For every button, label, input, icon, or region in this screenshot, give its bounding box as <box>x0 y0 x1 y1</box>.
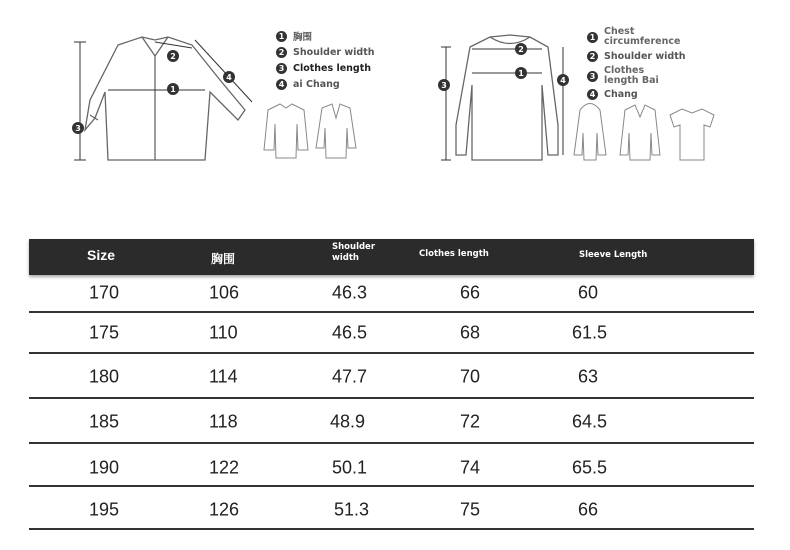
cell-chest: 114 <box>209 366 238 387</box>
cell-length: 75 <box>460 499 481 520</box>
shirt-marker-3: 3 <box>75 124 81 133</box>
hoodie-icon <box>574 104 606 161</box>
sweater-legend: 1 Chest circumference 2 Shoulder width 3 Clothes length Bai 4 Chang <box>587 26 686 102</box>
cell-shoulder: 47.7 <box>332 366 368 387</box>
sleeve-measure-line <box>195 40 252 102</box>
sweater-marker-1: 1 <box>518 69 524 78</box>
denim-jacket-icon <box>264 104 308 158</box>
shirt-marker-4: 4 <box>226 73 232 82</box>
header-length: Clothes length <box>419 249 489 259</box>
table-row <box>29 357 754 397</box>
row-divider <box>29 397 754 399</box>
shirt-outline <box>85 37 245 160</box>
cell-shoulder: 46.3 <box>332 282 368 303</box>
cell-length: 66 <box>460 282 481 303</box>
cell-size: 170 <box>89 282 120 303</box>
row-divider <box>29 528 754 530</box>
cell-length: 70 <box>460 366 481 387</box>
cell-chest: 110 <box>209 322 238 343</box>
header-sleeve: Sleeve Length <box>579 250 648 260</box>
cardigan-icon <box>620 105 660 160</box>
header-size: Size <box>87 247 116 263</box>
header-shoulder: Shoulder width <box>332 242 376 263</box>
sweater-outline <box>456 35 558 160</box>
cell-chest: 118 <box>209 411 238 432</box>
table-row <box>29 273 754 313</box>
table-row <box>29 448 754 488</box>
cell-size: 175 <box>89 322 120 343</box>
cell-size: 180 <box>89 366 120 387</box>
cell-size: 190 <box>89 457 120 478</box>
cell-shoulder: 50.1 <box>332 457 368 478</box>
cell-chest: 126 <box>209 499 240 520</box>
shirt-legend: 1 胸围 2 Shoulder width 3 Clothes length 4 ai Chang <box>276 28 375 92</box>
cell-sleeve: 64.5 <box>572 411 608 432</box>
row-divider <box>29 485 754 487</box>
cell-size: 195 <box>89 499 120 520</box>
cell-sleeve: 60 <box>578 282 599 303</box>
cell-shoulder: 46.5 <box>332 322 368 343</box>
cell-sleeve: 61.5 <box>572 322 608 343</box>
cell-size: 185 <box>89 411 120 432</box>
cell-sleeve: 63 <box>578 366 599 387</box>
cell-length: 72 <box>460 411 481 432</box>
size-table-header <box>29 239 754 275</box>
shirt-marker-2: 2 <box>170 52 176 61</box>
cell-shoulder: 51.3 <box>334 499 370 520</box>
cell-sleeve: 66 <box>578 499 599 520</box>
sweater-marker-3: 3 <box>441 81 447 90</box>
cell-length: 74 <box>460 457 481 478</box>
header-chest: 胸围 <box>211 252 236 266</box>
table-row <box>29 402 754 442</box>
cell-chest: 106 <box>209 282 240 303</box>
row-divider <box>29 442 754 444</box>
sweater-marker-2: 2 <box>518 45 524 54</box>
cell-chest: 122 <box>209 457 240 478</box>
cell-sleeve: 65.5 <box>572 457 608 478</box>
sweater-marker-4: 4 <box>560 76 566 85</box>
table-row <box>29 490 754 530</box>
row-divider <box>29 352 754 354</box>
cell-length: 68 <box>460 322 481 343</box>
table-row <box>29 313 754 353</box>
tshirt-icon <box>670 109 714 160</box>
blazer-icon <box>316 104 356 158</box>
cell-shoulder: 48.9 <box>330 411 366 432</box>
shirt-marker-1: 1 <box>170 85 176 94</box>
